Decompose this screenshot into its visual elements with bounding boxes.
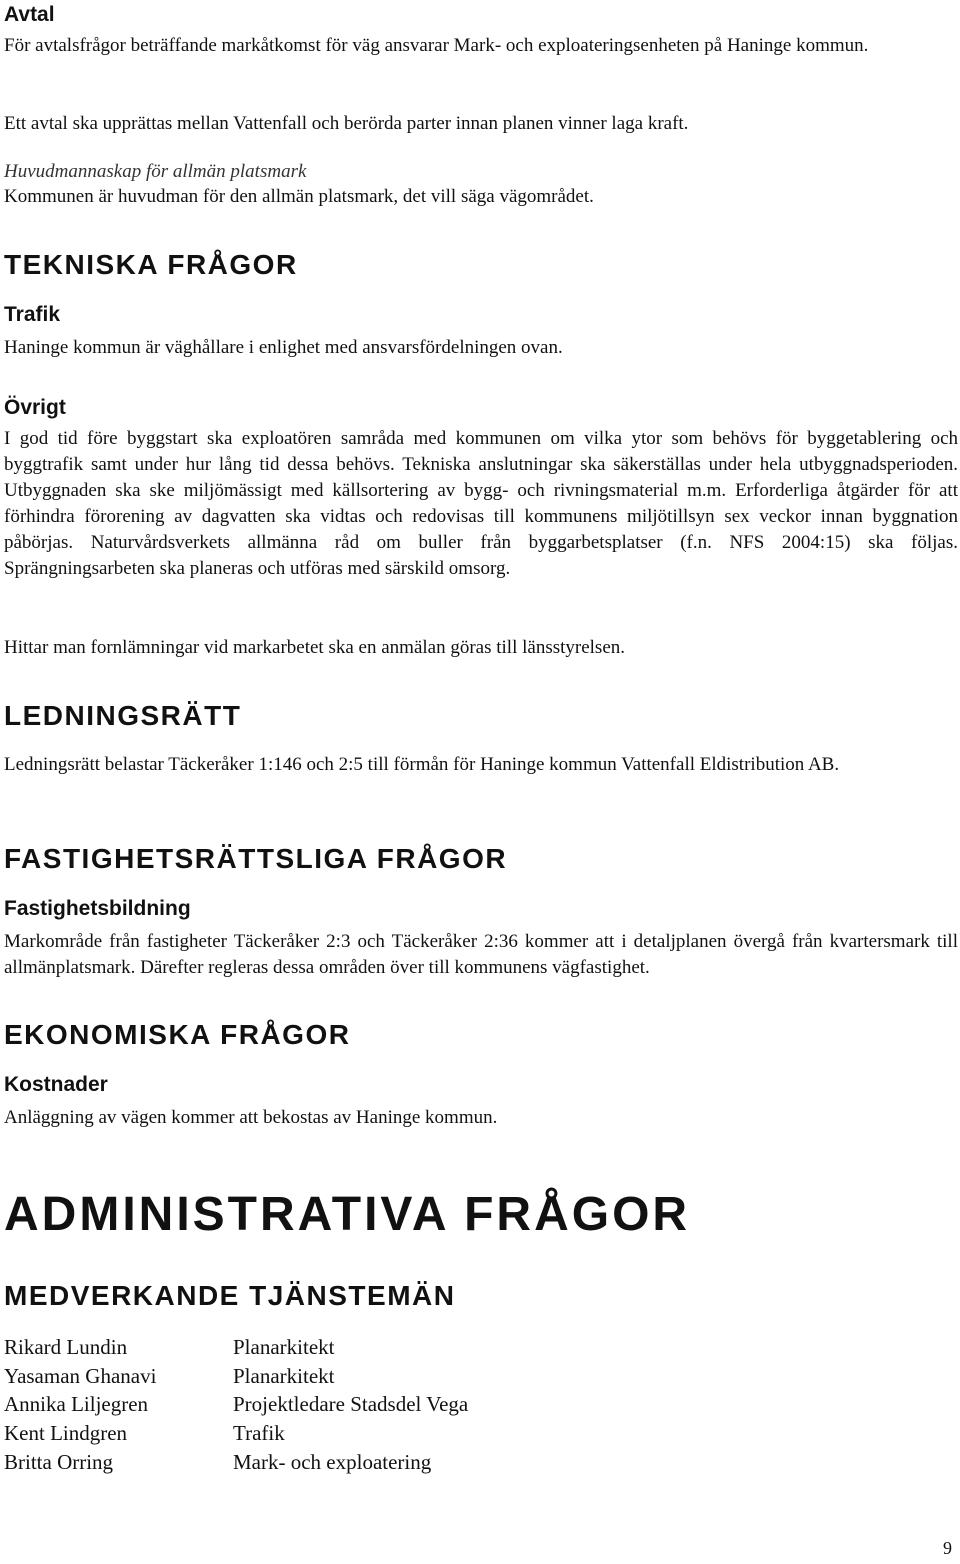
section-heading-administrativa-fragor: ADMINISTRATIVA FRÅGOR: [4, 1188, 691, 1241]
staff-list: [4, 1333, 604, 1476]
section-heading-ledningsratt: LEDNINGSRÄTT: [4, 700, 242, 731]
staff-role: Trafik: [233, 1421, 285, 1446]
staff-name: Kent Lindgren: [4, 1421, 128, 1446]
staff-row: [4, 1333, 604, 1362]
avtal-paragraph: För avtalsfrågor beträffande markåtkomst för väg ansvarar Mark- och exploateringsenheten på Haninge kommun.: [4, 35, 869, 56]
staff-name: Annika Liljegren: [4, 1392, 149, 1417]
huvudmannaskap-paragraph: Kommunen är huvudman för den allmän platsmark, det vill säga vägområdet.: [4, 186, 594, 207]
section-heading-ekonomiska-fragor: EKONOMISKA FRÅGOR: [4, 1019, 351, 1050]
trafik-paragraph: Haninge kommun är väghållare i enlighet med ansvarsfördelningen ovan.: [4, 337, 563, 358]
huvudmannaskap-heading: Huvudmannaskap för allmän platsmark: [4, 161, 307, 182]
staff-role: Mark- och exploatering: [233, 1449, 432, 1474]
staff-name: Britta Orring: [4, 1449, 114, 1474]
staff-role: Planarkitekt: [233, 1335, 335, 1359]
sub-heading-fastighetsbildning: Fastighetsbildning: [4, 897, 191, 920]
sub-heading-trafik: Trafik: [4, 303, 61, 326]
section-heading-tekniska-fragor: TEKNISKA FRÅGOR: [4, 249, 298, 280]
kostnader-paragraph: Anläggning av vägen kommer att bekostas av Haninge kommun.: [4, 1107, 498, 1128]
staff-row: [4, 1419, 604, 1448]
section-heading-fastighetsrattsliga-fragor: FASTIGHETSRÄTTSLIGA FRÅGOR: [4, 843, 508, 874]
ledningsratt-paragraph: Ledningsrätt belastar Täckeråker 1:146 och 2:5 till förmån för Haninge kommun Vattenfall Eldistribution AB.: [4, 754, 840, 775]
staff-name: Yasaman Ghanavi: [4, 1363, 157, 1388]
sub-heading-medverkande-tjansteman: MEDVERKANDE TJÄNSTEMÄN: [4, 1280, 456, 1311]
fornlamningar-paragraph: Hittar man fornlämningar vid markarbetet ska en anmälan göras till länsstyrelsen.: [4, 637, 625, 658]
avtal-agreement-paragraph: Ett avtal ska upprättas mellan Vattenfall och berörda parter innan planen vinner laga kraft.: [4, 113, 689, 134]
staff-name: Rikard Lundin: [4, 1335, 128, 1359]
fastighetsbildning-paragraph: Markområde från fastigheter Täckeråker 2:3 och Täckeråker 2:36 kommer att i detaljplanen övergå från kvartersmark till allmänplatsmark. Därefter regleras dessa områden över till kommunens vägfastighet.: [4, 931, 958, 978]
staff-row: [4, 1362, 604, 1391]
staff-row: [4, 1448, 604, 1477]
ovrigt-paragraph: I god tid före byggstart ska exploatören samråda med kommunen om vilka ytor som behövs för byggetablering och byggtrafik samt under hur lång tid dessa behövs. Tekniska anslutningar ska säkerställas under hela utbyggnadsperioden. Utbyggnaden ska ske miljömässigt med källsortering av bygg- och rivningsmaterial m.m. Erforderliga åtgärder för att förhindra förorening av dagvatten ska vidtas och redovisas till kommunens miljötillsyn sex veckor innan byggnation påbörjas. Naturvårdsverkets allmänna råd om buller från byggarbetsplatser (f.n. NFS 2004:15) ska följas. Sprängningsarbeten ska planeras och utföras med särskild omsorg.: [4, 428, 958, 579]
section-heading-avtal: Avtal: [4, 3, 55, 26]
sub-heading-ovrigt: Övrigt: [4, 396, 66, 419]
sub-heading-kostnader: Kostnader: [4, 1073, 108, 1096]
staff-role: Projektledare Stadsdel Vega: [233, 1392, 469, 1417]
staff-row: [4, 1390, 604, 1419]
page-number: 9: [943, 1538, 952, 1558]
staff-role: Planarkitekt: [233, 1363, 335, 1388]
